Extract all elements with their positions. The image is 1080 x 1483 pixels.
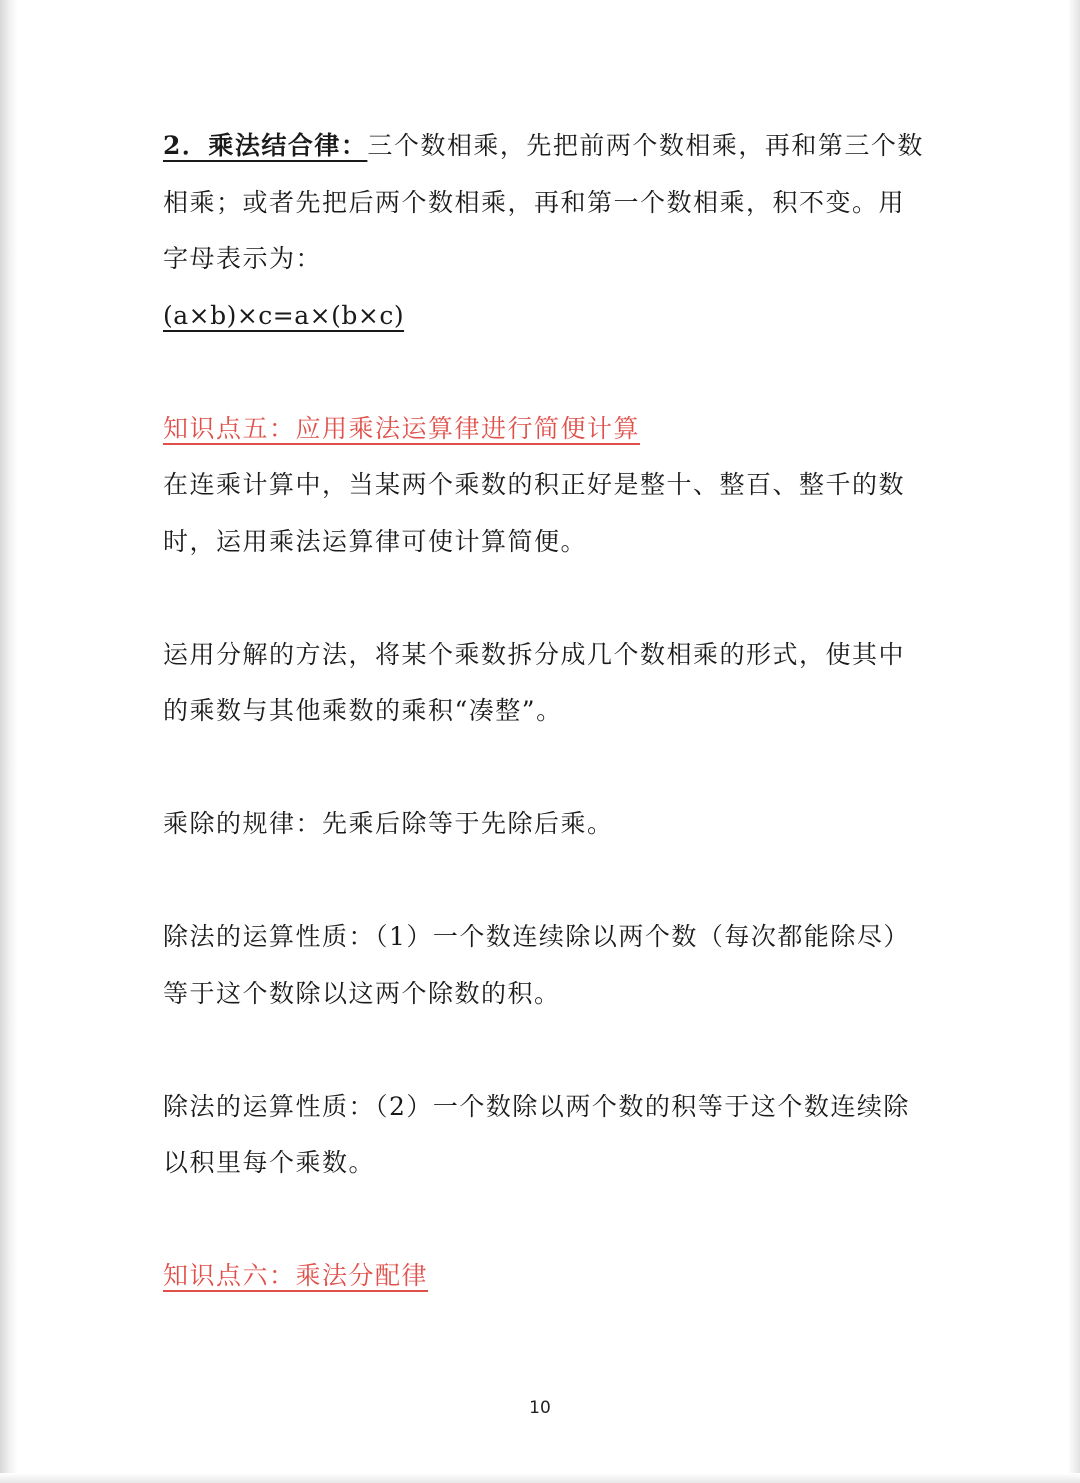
point5-para2-line2: 的乘数与其他乘数的乘积“凑整”。: [163, 696, 563, 725]
point5-para1-line1: 在连乘计算中，当某两个乘数的积正好是整十、整百、整千的数: [163, 470, 906, 499]
point6-heading: 知识点六：乘法分配律: [163, 1261, 429, 1290]
point5-para3: 乘除的规律：先乘后除等于先除后乘。: [163, 809, 614, 838]
section2-line3: 字母表示为：: [163, 244, 323, 273]
section2-line1: [163, 118, 924, 175]
point6-heading-line: [163, 1248, 915, 1305]
page-number: 10: [529, 1398, 551, 1418]
point5-heading: 知识点五：应用乘法运算律进行简便计算: [163, 413, 641, 443]
spacer: [163, 1192, 915, 1249]
page-shadow-left: [0, 0, 18, 1483]
associative-formula: (a×b)×c=a×(b×c): [163, 300, 405, 330]
spacer: [163, 1022, 915, 1079]
section2-label: 2．乘法结合律：: [163, 131, 368, 160]
section2-line2: 相乘；或者先把后两个数相乘，再和第一个数相乘，积不变。用: [163, 187, 906, 217]
point5-para4-line1: 除法的运算性质：（1）一个数连续除以两个数（每次都能除尽）: [163, 922, 910, 951]
spacer: [163, 740, 915, 797]
document-body: [163, 118, 924, 1305]
page-shadow-right: [1068, 0, 1080, 1483]
point5-para5-line2: 以积里每个乘数。: [163, 1148, 376, 1177]
page-shadow-bottom: [0, 1473, 1080, 1483]
spacer: [163, 344, 915, 401]
point5-para5-line1: 除法的运算性质：（2）一个数除以两个数的积等于这个数连续除: [163, 1091, 910, 1121]
spacer: [163, 853, 915, 910]
section2-line1-text: 三个数相乘，先把前两个数相乘，再和第三个数: [367, 131, 924, 160]
point5-para4-line2: 等于这个数除以这两个除数的积。: [163, 978, 561, 1008]
spacer: [163, 570, 915, 627]
section2-formula-line: [163, 288, 915, 345]
point5-heading-line: [163, 401, 915, 458]
point5-para1-line2: 时，运用乘法运算律可使计算简便。: [163, 526, 588, 556]
point5-para2-line1: 运用分解的方法，将某个乘数拆分成几个数相乘的形式，使其中: [163, 639, 906, 669]
